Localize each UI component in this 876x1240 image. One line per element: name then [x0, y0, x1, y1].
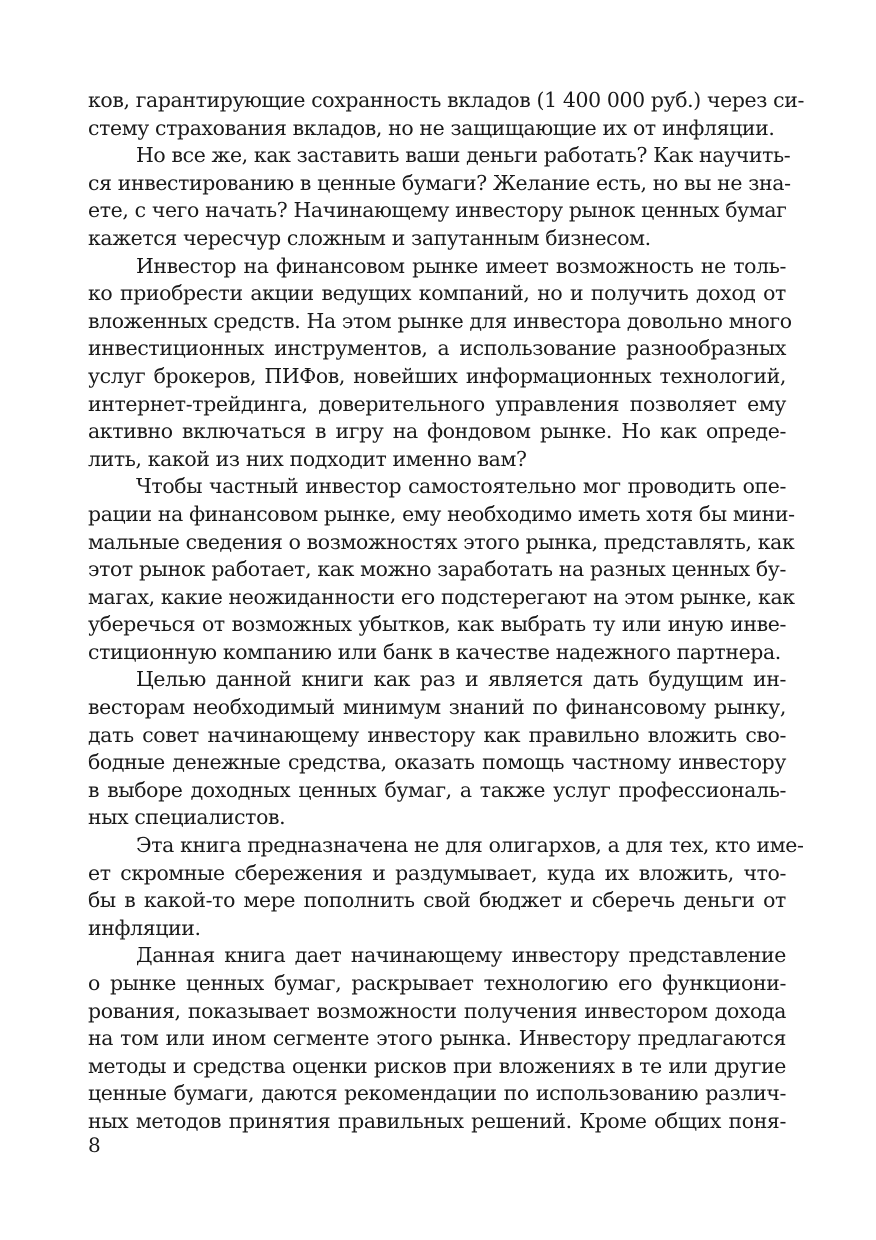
text-line: Инвестор на финансовом рынке имеет возможность не толь- [136, 253, 786, 278]
text-line: рования, показывает возможности получения инвестором дохода [88, 998, 786, 1023]
text-line: рации на финансовом рынке, ему необходимо иметь хотя бы мини- [88, 501, 795, 526]
text-line: бодные денежные средства, оказать помощь частному инвестору [88, 750, 786, 775]
text-line: магах, какие неожиданности его подстерегают на этом рынке, как [88, 584, 795, 609]
text-line: интернет-трейдинга, доверительного управления позволяет ему [88, 391, 786, 416]
text-line: весторам необходимый минимум знаний по финансовому рынку, [88, 695, 786, 720]
text-line: инфляции. [88, 915, 201, 940]
text-line: ете, с чего начать? Начинающему инвестору рынок ценных бумаг [88, 198, 787, 223]
text-line: ся инвестированию в ценные бумаги? Желание есть, но вы не зна- [88, 170, 791, 195]
page-number: 8 [88, 1133, 101, 1157]
text-line: стиционную компанию или банк в качестве надежного партнера. [88, 639, 781, 664]
text-line: Данная книга дает начинающему инвестору представление [136, 943, 786, 968]
text-line: Целью данной книги как раз и является дать будущим ин- [136, 667, 786, 692]
text-line: методы и средства оценки рисков при вложениях в те или другие [88, 1053, 786, 1078]
text-line: ет скромные сбережения и раздумывает, куда их вложить, что- [88, 860, 786, 885]
text-line: бы в какой-то мере пополнить свой бюджет и сберечь деньги от [88, 888, 786, 913]
text-line: этот рынок работает, как можно заработать на разных ценных бу- [88, 557, 786, 582]
text-line: ценные бумаги, даются рекомендации по использованию различ- [88, 1081, 786, 1106]
text-line: мальные сведения о возможностях этого рынка, представлять, как [88, 529, 795, 554]
text-line: стему страхования вкладов, но не защищающие их от инфляции. [88, 115, 775, 140]
text-line: ных специалистов. [88, 805, 286, 830]
text-line: дать совет начинающему инвестору как правильно вложить сво- [88, 722, 786, 747]
text-line: инвестиционных инструментов, а использование разнообразных [88, 336, 786, 361]
text-line: лить, какой из них подходит именно вам? [88, 446, 527, 471]
text-line: о рынке ценных бумаг, раскрывает технологию его функциони- [88, 971, 786, 995]
text-line: Чтобы частный инвестор самостоятельно мог проводить опе- [136, 474, 786, 499]
text-line: ков, гарантирующие сохранность вкладов (1 400 000 руб.) через си- [88, 88, 805, 112]
text-line: ко приобрести акции ведущих компаний, но и получить доход от [88, 281, 786, 306]
text-line: Эта книга предназначена не для олигархов, а для тех, кто име- [136, 833, 804, 858]
text-line: на том или ином сегменте этого рынка. Инвестору предлагаются [88, 1026, 786, 1051]
text-line: вложенных средств. На этом рынке для инвестора довольно много [88, 308, 792, 333]
text-line: Но все же, как заставить ваши деньги работать? Как научить- [136, 143, 791, 168]
text-line: кажется чересчур сложным и запутанным бизнесом. [88, 225, 651, 250]
text-line: услуг брокеров, ПИФов, новейших информационных технологий, [88, 363, 786, 388]
text-line: в выборе доходных ценных бумаг, а также услуг профессиональ- [88, 777, 786, 802]
body-text [88, 87, 805, 1136]
text-line: уберечься от возможных убытков, как выбрать ту или иную инве- [88, 612, 786, 637]
text-line: ных методов принятия правильных решений. Кроме общих поня- [88, 1108, 786, 1133]
text-line: активно включаться в игру на фондовом рынке. Но как опреде- [88, 419, 786, 444]
